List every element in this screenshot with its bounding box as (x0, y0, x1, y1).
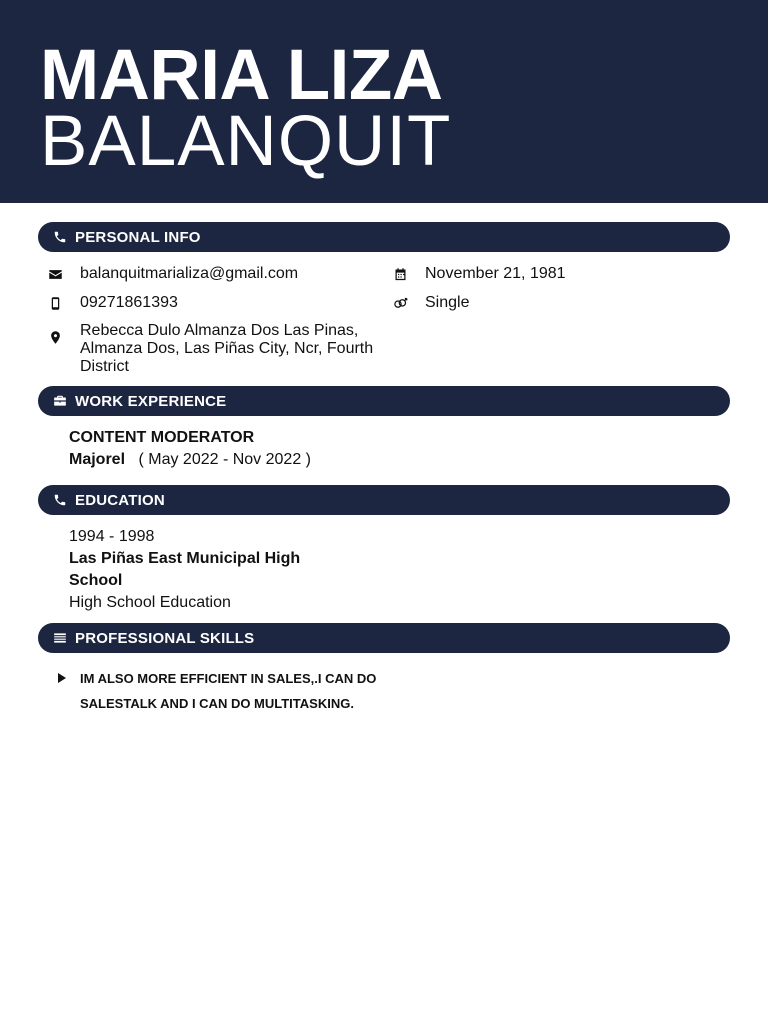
phone-icon (52, 492, 68, 508)
briefcase-icon (52, 393, 68, 409)
civil-status-text: Single (425, 294, 470, 311)
phone-icon (52, 229, 68, 245)
triangle-bullet-icon (58, 670, 68, 680)
education-years: 1994 - 1998 (69, 528, 155, 545)
section-title: PERSONAL INFO (75, 228, 201, 246)
address-row (46, 322, 400, 376)
job-company: Majorel (69, 451, 126, 468)
list-icon (52, 630, 68, 646)
phone-row (46, 294, 178, 312)
school-name-line2: School (69, 572, 123, 589)
job-position: CONTENT MODERATOR (69, 429, 255, 446)
email-row (46, 265, 298, 283)
section-professional-skills (38, 623, 730, 653)
map-pin-icon (46, 328, 64, 346)
last-name: BALANQUIT (40, 102, 452, 181)
education-level: High School Education (69, 594, 231, 611)
address-text: Rebecca Dulo Almanza Dos Las Pinas, Almanza Dos, Las Piñas City, Ncr, Fourth District (80, 322, 374, 375)
job-dates: ( May 2022 - Nov 2022 ) (138, 451, 311, 468)
birthdate-row (391, 265, 566, 283)
section-title: EDUCATION (75, 491, 165, 509)
envelope-icon (46, 265, 64, 283)
section-title: WORK EXPERIENCE (75, 392, 227, 410)
birthdate-text: November 21, 1981 (425, 265, 566, 282)
first-name: MARIA LIZA (40, 36, 443, 115)
section-education (38, 485, 730, 515)
skill-item (58, 666, 400, 716)
section-title: PROFESSIONAL SKILLS (75, 629, 255, 647)
school-name-line1: Las Piñas East Municipal High (69, 550, 301, 567)
section-work-experience (38, 386, 730, 416)
section-personal-info (38, 222, 730, 252)
skill-text: IM ALSO MORE EFFICIENT IN SALES,.I CAN DO SALESTALK AND I CAN DO MULTITASKING. (80, 671, 377, 711)
phone-text: 09271861393 (80, 294, 178, 311)
gender-icon (391, 294, 409, 312)
resume-header (0, 0, 768, 203)
civil-status-row (391, 294, 469, 312)
email-text: balanquitmarializa@gmail.com (80, 265, 299, 282)
job-company-row (69, 449, 311, 471)
mobile-phone-icon (46, 294, 64, 312)
calendar-icon (391, 265, 409, 283)
